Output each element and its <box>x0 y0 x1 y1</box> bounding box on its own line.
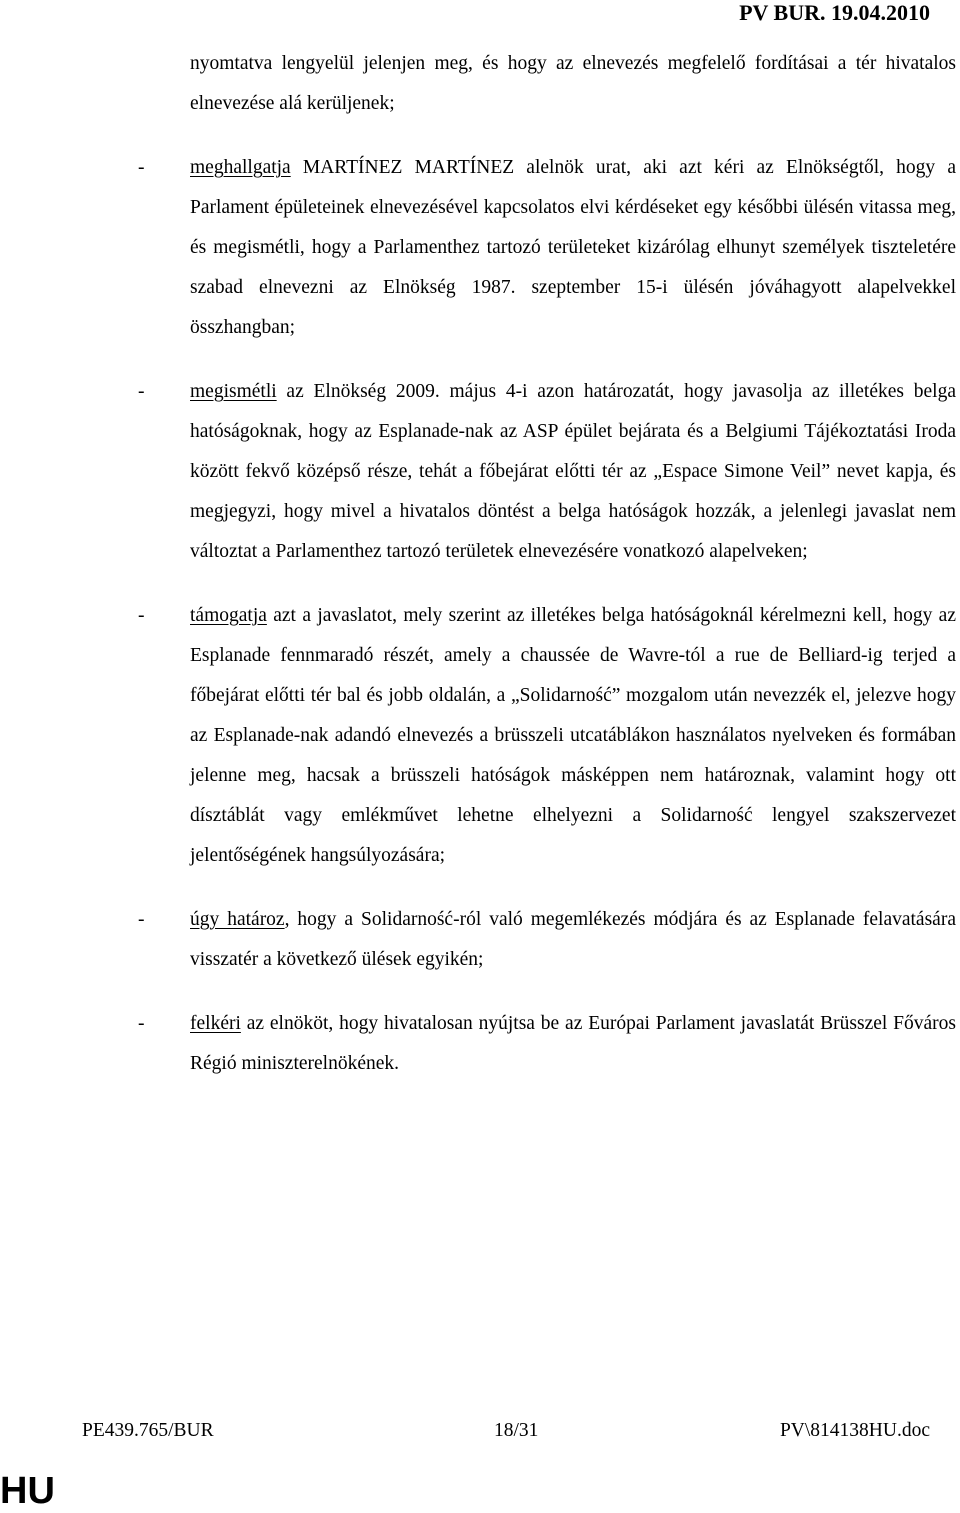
paragraph-verb: támogatja <box>190 605 267 626</box>
paragraph-continuation <box>0 44 960 124</box>
paragraph-item <box>0 372 960 572</box>
paragraph-text: MARTÍNEZ MARTÍNEZ alelnök urat, aki azt kéri az Elnökségtől, hogy a Parlament épületeinek elnevezésével kapcsolatos elvi kérdéseket egy későbbi ülésén vitassa meg, és megismétli, hogy a Parlamenthez tartozó területeket kizárólag elhunyt személyek tiszteletére szabad elnevezni az Elnökség 1987. szeptember 15-i ülésén jóváhagyott alapelvekkel összhangban; <box>190 157 956 338</box>
paragraph-verb: megismétli <box>190 381 277 402</box>
footer-doc-number: PE439.765/BUR <box>82 1420 214 1441</box>
page-footer <box>0 1420 960 1446</box>
paragraph-text: , hogy a Solidarność-ról való megemlékezés módjára és az Esplanade felavatására visszatér a következő ülések egyikén; <box>190 909 956 970</box>
list-dash: - <box>138 157 145 178</box>
paragraph-item <box>0 1004 960 1084</box>
list-dash: - <box>138 381 145 402</box>
paragraph-item <box>0 900 960 980</box>
document-reference: PV BUR. 19.04.2010 <box>739 0 930 25</box>
paragraph-text: az Elnökség 2009. május 4-i azon határozatát, hogy javasolja az illetékes belga hatóságoknak, hogy az Esplanade-nak az ASP épület bejárata és a Belgiumi Tájékoztatási Iroda között fekvő középső része, tehát a főbejárat előtti tér az „Espace Simone Veil” nevet kapja, és megjegyzi, hogy mivel a hivatalos döntést a belga hatóságok hozzák, a jelenlegi javaslat nem változtat a Parlamenthez tartozó területek elnevezésére vonatkozó alapelveken; <box>190 381 956 562</box>
document-body <box>0 44 960 1084</box>
language-code: HU <box>0 1470 55 1512</box>
paragraph-text: azt a javaslatot, mely szerint az illetékes belga hatóságoknál kérelmezni kell, hogy az Esplanade fennmaradó részét, amely a chaussée de Wavre-tól a rue de Belliard-ig terjed a főbejárat előtti tér bal és jobb oldalán, a „Solidarność” mozgalom után nevezzék el, jelezve hogy az Esplanade-nak adandó elnevezés a brüsszeli utcatáblákon használatos nyelveken és formában jelenne meg, hacsak a brüsszeli hatóságok másképpen nem határoznak, valamint hogy ott dísztáblát vagy emlékművet lehetne elhelyezni a Solidarność lengyel szakszervezet jelentőségének hangsúlyozására; <box>190 605 956 866</box>
paragraph-item <box>0 596 960 876</box>
paragraph-item <box>0 148 960 348</box>
paragraph-verb: felkéri <box>190 1013 241 1034</box>
paragraph-verb: meghallgatja <box>190 157 291 178</box>
list-dash: - <box>138 605 145 626</box>
footer-page-number: 18/31 <box>494 1420 539 1441</box>
list-dash: - <box>138 909 145 930</box>
list-dash: - <box>138 1013 145 1034</box>
paragraph-text: az elnököt, hogy hivatalosan nyújtsa be az Európai Parlament javaslatát Brüsszel Főváros Régió miniszterelnökének. <box>190 1013 956 1074</box>
footer-file-reference: PV\814138HU.doc <box>779 1420 930 1441</box>
paragraph-text: nyomtatva lengyelül jelenjen meg, és hogy az elnevezés megfelelő fordításai a tér hivatalos elnevezése alá kerüljenek; <box>190 53 956 114</box>
paragraph-verb: úgy határoz <box>190 909 285 930</box>
